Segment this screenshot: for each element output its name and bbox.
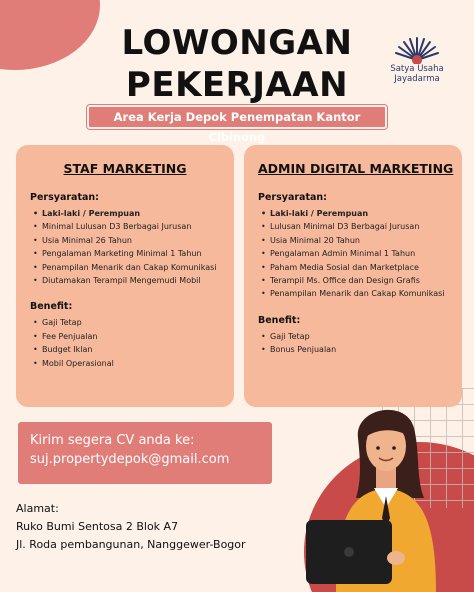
list-item: • Diutamakan Terampil Mengemudi Mobil <box>30 274 220 287</box>
requirements-heading: Persyaratan: <box>30 192 99 203</box>
list-item: • Usia Minimal 26 Tahun <box>30 234 220 247</box>
address-line-2: Jl. Roda pembangunan, Nanggewer-Bogor <box>16 538 246 551</box>
list-item: • Pengalaman Admin Minimal 1 Tahun <box>258 247 448 260</box>
requirements-heading: Persyaratan: <box>258 192 327 203</box>
poster-title <box>92 22 382 106</box>
list-item: • Paham Media Sosial dan Marketplace <box>258 261 448 274</box>
list-item: • Terampil Ms. Office dan Design Grafis <box>258 274 448 287</box>
list-item: • Minimal Lulusan D3 Berbagai Jurusan <box>30 220 220 233</box>
list-item: • Gaji Tetap <box>30 316 220 329</box>
benefits-list <box>258 330 448 357</box>
requirements-list <box>258 207 448 301</box>
address-line-1: Ruko Bumi Sentosa 2 Blok A7 <box>16 520 179 533</box>
requirements-list <box>30 207 220 287</box>
job-card-staf-marketing <box>16 145 234 407</box>
logo-text-line-1: Satya Usaha <box>390 64 444 74</box>
decorative-blob-top-left <box>0 0 100 70</box>
list-item: • Fee Penjualan <box>30 330 220 343</box>
title-line-2: PEKERJAAN <box>125 65 349 105</box>
contact-box <box>18 422 272 484</box>
list-item: • Bonus Penjualan <box>258 343 448 356</box>
job-title: STAF MARKETING <box>63 161 187 176</box>
list-item: • Laki-laki / Perempuan <box>30 207 220 220</box>
list-item: • Laki-laki / Perempuan <box>258 207 448 220</box>
benefit-heading: Benefit: <box>30 301 73 313</box>
job-title: ADMIN DIGITAL MARKETING <box>258 161 454 176</box>
list-item: • Penampilan Menarik dan Cakap Komunikasi <box>258 287 448 300</box>
woman-with-laptop-illustration <box>296 398 474 592</box>
list-item: • Gaji Tetap <box>258 330 448 343</box>
benefit-heading: Benefit: <box>258 314 301 326</box>
benefits-list <box>30 316 220 370</box>
list-item: • Pengalaman Marketing Minimal 1 Tahun <box>30 247 220 260</box>
logo-text-line-2: Jayadarma <box>394 74 440 84</box>
sunburst-icon <box>392 34 442 64</box>
title-line-1: LOWONGAN <box>121 23 353 63</box>
list-item: • Penampilan Menarik dan Cakap Komunikasi <box>30 261 220 274</box>
work-area-banner: Area Kerja Depok Penempatan Kantor Cibinong <box>87 105 387 129</box>
list-item: • Lulusan Minimal D3 Berbagai Jurusan <box>258 220 448 233</box>
list-item: • Budget Iklan <box>30 343 220 356</box>
company-logo <box>384 34 450 84</box>
contact-instruction: Kirim segera CV anda ke: <box>30 433 195 448</box>
address-label: Alamat: <box>16 502 59 515</box>
list-item: • Usia Minimal 20 Tahun <box>258 234 448 247</box>
contact-email[interactable]: suj.propertydepok@gmail.com <box>30 452 230 467</box>
address-block <box>16 500 286 554</box>
job-card-admin-digital-marketing <box>244 145 462 407</box>
list-item: • Mobil Operasional <box>30 357 220 370</box>
